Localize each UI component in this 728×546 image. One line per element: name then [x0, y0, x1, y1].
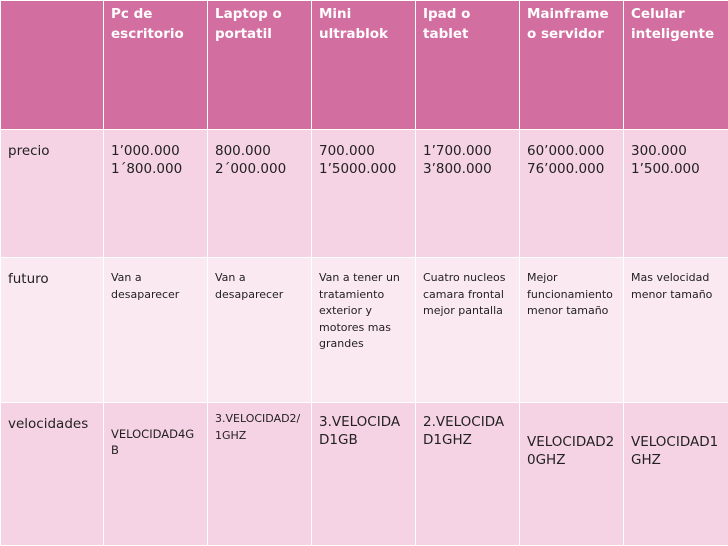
header-ipad-o-tablet: Ipad o tablet [416, 1, 520, 130]
velocidades-laptop-cell: 3.VELOCIDAD2/1GHZ [208, 403, 312, 546]
precio-celular-cell: 300.000 1’500.000 [624, 130, 728, 258]
row-label-velocidades: velocidades [1, 403, 104, 546]
precio-mainframe-cell: 60’000.000 76’000.000 [520, 130, 624, 258]
row-label-precio: precio [1, 130, 104, 258]
header-row [1, 1, 728, 130]
table-row-futuro [1, 258, 728, 403]
velocidades-mini-cell: 3.VELOCIDAD1GB [312, 403, 416, 546]
velocidades-ipad-cell: 2.VELOCIDAD1GHZ [416, 403, 520, 546]
header-mini-ultrablok: Mini ultrablok [312, 1, 416, 130]
futuro-ipad-cell: Cuatro nucleos camara frontal mejor pantalla [416, 258, 520, 403]
futuro-laptop-cell: Van a desaparecer [208, 258, 312, 403]
precio-mini-cell: 700.000 1’5000.000 [312, 130, 416, 258]
futuro-mainframe-cell: Mejor funcionamiento menor tamaño [520, 258, 624, 403]
header-pc-de-escritorio: Pc de escritorio [104, 1, 208, 130]
header-mainframe-o-servidor: Mainframe o servidor [520, 1, 624, 130]
velocidades-mainframe-cell: VELOCIDAD20GHZ [520, 403, 624, 546]
table-row-velocidades [1, 403, 728, 546]
precio-ipad-cell: 1’700.000 3’800.000 [416, 130, 520, 258]
row-label-futuro: futuro [1, 258, 104, 403]
header-laptop-o-portatil: Laptop o portatil [208, 1, 312, 130]
velocidades-celular-cell: VELOCIDAD1GHZ [624, 403, 728, 546]
precio-laptop-cell: 800.000 2´000.000 [208, 130, 312, 258]
futuro-pc-cell: Van a desaparecer [104, 258, 208, 403]
precio-pc-cell: 1’000.000 1´800.000 [104, 130, 208, 258]
table-row-precio [1, 130, 728, 258]
velocidades-pc-cell: VELOCIDAD4GB [104, 403, 208, 546]
header-corner-cell [1, 1, 104, 130]
header-celular-inteligente: Celular inteligente [624, 1, 728, 130]
futuro-celular-cell: Mas velocidad menor tamaño [624, 258, 728, 403]
futuro-mini-cell: Van a tener un tratamiento exterior y motores mas grandes [312, 258, 416, 403]
